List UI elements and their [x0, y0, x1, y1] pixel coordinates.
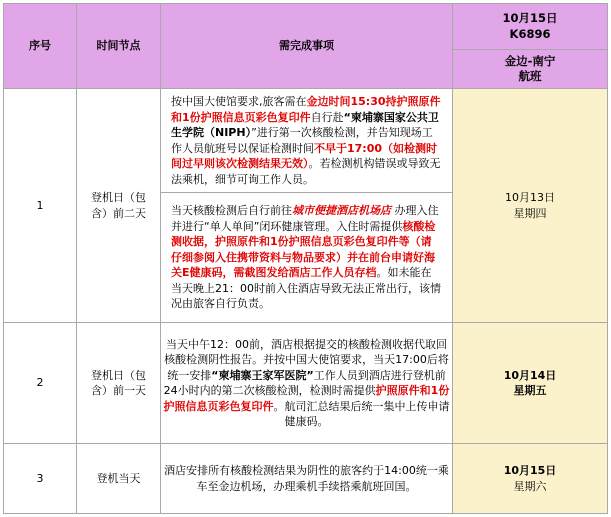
row-3-weekday: 星期六	[513, 479, 547, 493]
row-1-date-cell	[453, 89, 608, 323]
row-1-no: 1	[4, 89, 77, 323]
row-2-task	[161, 323, 453, 444]
text-span: 工作人员到酒店进行登机前24小时内的第二次核酸检测，检测时需提供	[163, 368, 446, 397]
flight-route-block	[453, 49, 607, 88]
row-2-no: 2	[4, 323, 77, 444]
row-3-date: 10月15日	[503, 464, 557, 477]
header-flight	[453, 4, 608, 89]
row-1-task-test-text	[171, 94, 442, 187]
row-2-date-cell	[453, 323, 608, 444]
text-span: 。航司汇总结果后统一集中上传申请健康码。	[273, 399, 450, 428]
flight-number: K6896	[509, 26, 551, 41]
text-span: 当天中午12：00前，酒店根据提交的核酸检测收据代取回核酸检测阴性报告。并按中国大使馆要求，当天17:00后将统一安排	[164, 337, 449, 382]
row-1-task-hotel	[161, 193, 452, 322]
row-2-date: 10月14日	[503, 368, 557, 382]
flight-date-block	[453, 4, 607, 49]
header-col-no: 序号	[4, 4, 77, 89]
table-row	[4, 89, 608, 323]
highlight-span: 核酸检测收据，护照原件和1份护照信息页彩色复印件等（请仔细参阅入住携带资料与物品要求）并在前台申请好海关E健康码，需截图发给酒店工作人员存档	[171, 219, 436, 280]
flight-route: 金边-南宁	[504, 53, 556, 68]
text-span: ”进行第一次核酸检测，并告知现场工作人员航班号以保证检测时间	[171, 126, 433, 155]
text-span: 当天核酸检测后自行前往	[171, 204, 292, 218]
header-col-time: 时间节点	[77, 4, 161, 89]
bold-span: “柬埔寨国家公共卫生学院（NIPH）	[171, 110, 439, 139]
row-1-time: 登机日（包含）前二天	[77, 89, 161, 323]
row-3-no: 3	[4, 444, 77, 514]
table-row	[4, 444, 608, 514]
highlight-span: 金边时间15:30持护照原件和1份护照信息页彩色复印件	[171, 95, 441, 124]
table-row	[4, 323, 608, 444]
header-col-task: 需完成事项	[161, 4, 453, 89]
row-1-date: 10月13日	[505, 191, 555, 204]
flight-route-label: 航班	[518, 69, 542, 83]
text-span: 。若检测机构错误或导致无法乘机，细节可询工作人员。	[171, 157, 441, 186]
highlight-span: 护照原件和1份护照信息页彩色复印件	[163, 384, 450, 413]
row-3-task: 酒店安排所有核酸检测结果为阴性的旅客约于14:00统一乘车至金边机场，办理乘机手续搭乘航班回国。	[161, 444, 453, 514]
flight-date: 10月15日	[502, 11, 558, 25]
row-3-time: 登机当天	[77, 444, 161, 514]
row-2-weekday: 星期五	[513, 384, 547, 397]
text-span: 按中国大使馆要求,旅客需在	[171, 95, 307, 108]
row-1-task-test	[161, 89, 452, 193]
row-1-task-hotel-text	[171, 203, 442, 312]
text-span: 办理入住并进行“单人单间”闭环健康管理。入住时需提供	[171, 204, 439, 233]
text-span: 。如未能在当天晚上21：00时前入住酒店导致无法正常出行，该情况由旅客自行负责。	[171, 266, 441, 311]
highlight-span: 不早于17:00（如检测时间过早则该次检测结果无效）	[171, 141, 438, 170]
header-row	[4, 4, 608, 89]
row-2-time: 登机日（包含）前一天	[77, 323, 161, 444]
schedule-table	[3, 3, 608, 514]
highlight-span: 城市便捷酒店机场店	[292, 204, 391, 218]
bold-span: “柬埔寨王家军医院”	[211, 368, 314, 382]
row-3-date-cell	[453, 444, 608, 514]
row-1-weekday: 星期四	[513, 206, 547, 220]
row-1-tasks	[161, 89, 453, 323]
text-span: 自行赴	[310, 110, 344, 124]
